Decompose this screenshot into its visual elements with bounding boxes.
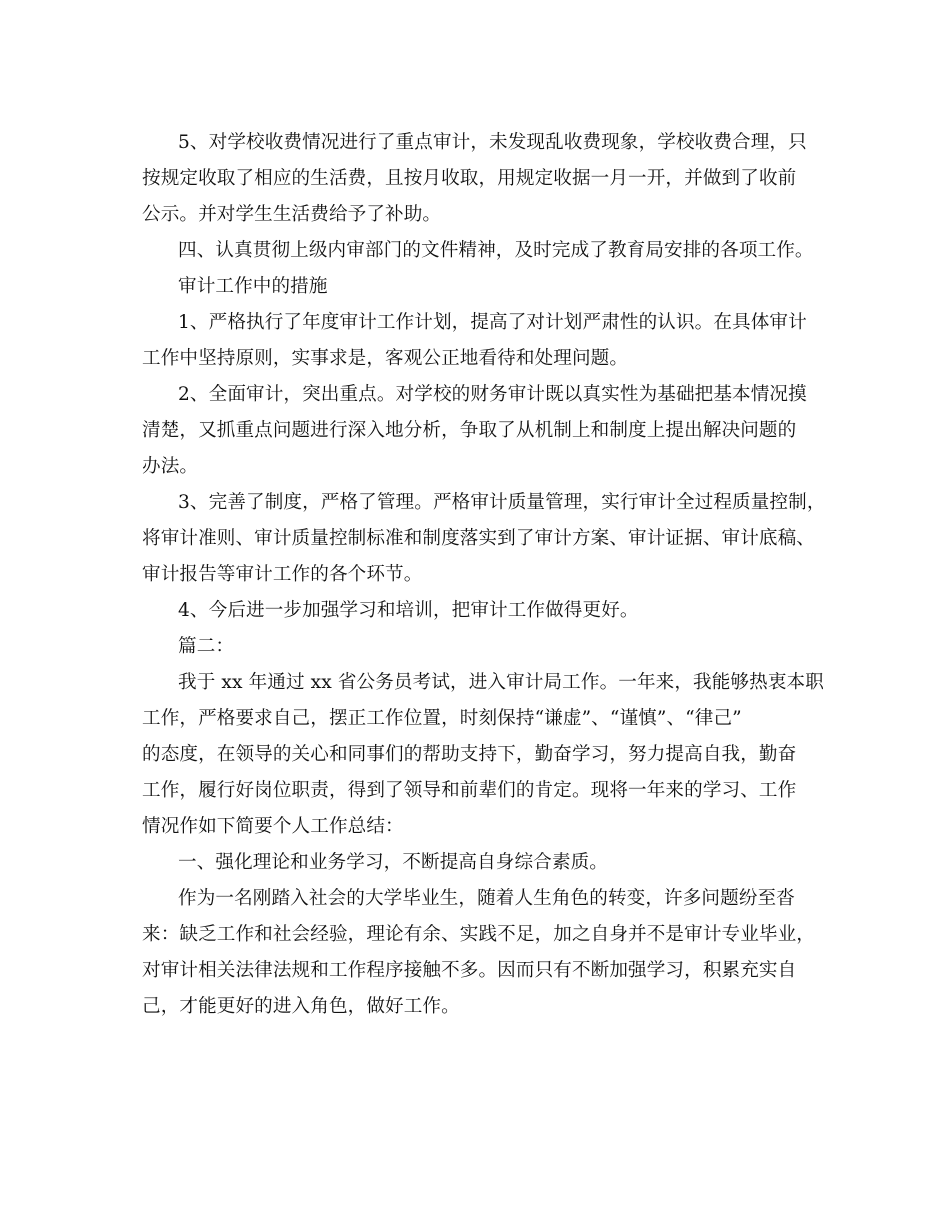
text-line: 工作中坚持原则，实事求是，客观公正地看待和处理问题。 bbox=[142, 348, 629, 369]
text-line: 来：缺乏工作和社会经验，理论有余、实践不足，加之自身并不是审计专业毕业， bbox=[142, 924, 815, 945]
text-line: 己，才能更好的进入角色，做好工作。 bbox=[142, 996, 460, 1017]
text-line: 一、强化理论和业务学习，不断提高自身综合素质。 bbox=[178, 852, 608, 873]
text-line: 四、认真贯彻上级内审部门的文件精神，及时完成了教育局安排的各项工作。 bbox=[178, 240, 814, 261]
text-line: 我于 xx 年通过 xx 省公务员考试，进入审计局工作。一年来，我能够热衷本职 bbox=[178, 672, 824, 693]
text-line: 按规定收取了相应的生活费，且按月收取，用规定收据一月一开，并做到了收前 bbox=[142, 168, 797, 189]
text-line: 公示。并对学生生活费给予了补助。 bbox=[142, 204, 442, 225]
text-line: 对审计相关法律法规和工作程序接触不多。因而只有不断加强学习，积累充实自 bbox=[142, 960, 797, 981]
text-line: 工作，严格要求自己，摆正工作位置，时刻保持“谦虚”、“谨慎”、“律己” bbox=[142, 708, 742, 729]
text-line: 工作，履行好岗位职责，得到了领导和前辈们的肯定。现将一年来的学习、工作 bbox=[142, 780, 797, 801]
text-line: 1、严格执行了年度审计工作计划，提高了对计划严肃性的认识。在具体审计 bbox=[178, 312, 807, 333]
section-heading: 审计工作中的措施 bbox=[178, 276, 328, 297]
text-line: 作为一名刚踏入社会的大学毕业生，随着人生角色的转变，许多问题纷至沓 bbox=[178, 888, 795, 909]
text-line: 办法。 bbox=[142, 456, 199, 477]
text-line: 的态度，在领导的关心和同事们的帮助支持下，勤奋学习，努力提高自我，勤奋 bbox=[142, 744, 797, 765]
text-line: 4、今后进一步加强学习和培训，把审计工作做得更好。 bbox=[178, 600, 639, 621]
text-line: 情况作如下简要个人工作总结： bbox=[142, 816, 404, 837]
text-line: 审计报告等审计工作的各个环节。 bbox=[142, 564, 423, 585]
text-line: 5、对学校收费情况进行了重点审计，未发现乱收费现象，学校收费合理，只 bbox=[178, 132, 807, 153]
section-heading: 篇二： bbox=[178, 636, 235, 657]
text-line: 清楚，又抓重点问题进行深入地分析，争取了从机制上和制度上提出解决问题的 bbox=[142, 420, 797, 441]
text-line: 2、全面审计，突出重点。对学校的财务审计既以真实性为基础把基本情况摸 bbox=[178, 384, 807, 405]
text-line: 3、完善了制度，严格了管理。严格审计质量管理，实行审计全过程质量控制， bbox=[178, 492, 826, 513]
text-line: 将审计准则、审计质量控制标准和制度落实到了审计方案、审计证据、审计底稿、 bbox=[142, 528, 815, 549]
